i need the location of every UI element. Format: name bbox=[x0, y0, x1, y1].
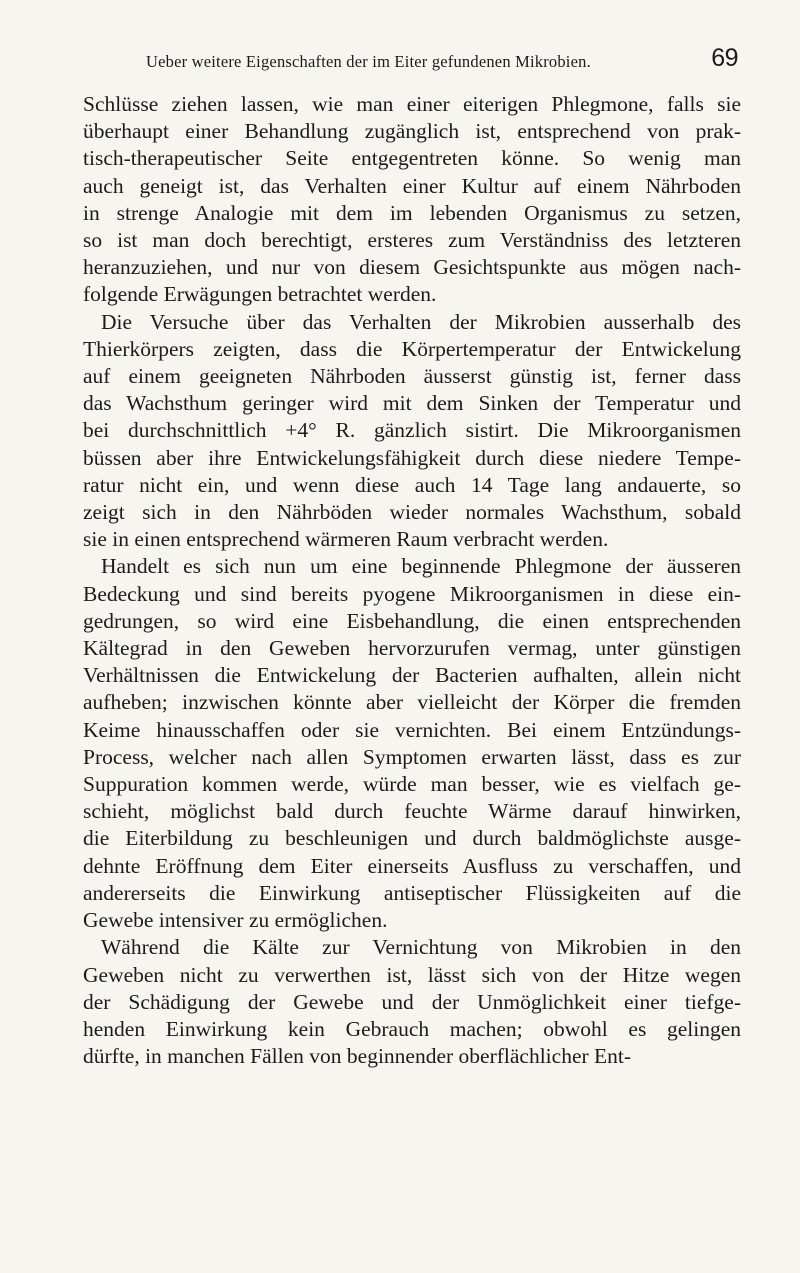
text-line: die Eiterbildung zu beschleunigen und durch baldmöglichste ausge- bbox=[83, 826, 741, 851]
text-line: büssen aber ihre Entwickelungsfähigkeit durch diese niedere Tempe- bbox=[83, 445, 741, 470]
text-line: folgende Erwägungen betrachtet werden. bbox=[83, 282, 437, 307]
text-line: Kältegrad in den Geweben hervorzurufen vermag, unter günstigen bbox=[83, 636, 741, 661]
text-line: Die Versuche über das Verhalten der Mikrobien ausserhalb des bbox=[101, 309, 741, 334]
text-line: andererseits die Einwirkung antiseptischer Flüssigkeiten auf die bbox=[83, 880, 741, 905]
text-line: sie in einen entsprechend wärmeren Raum verbracht werden. bbox=[83, 527, 609, 552]
text-line: Bedeckung und sind bereits pyogene Mikroorganismen in diese ein- bbox=[83, 581, 741, 606]
text-line: Während die Kälte zur Vernichtung von Mikrobien in den bbox=[101, 935, 741, 960]
paragraph-4 bbox=[83, 934, 741, 1070]
text-line: bei durchschnittlich +4° R. gänzlich sistirt. Die Mikroorganismen bbox=[83, 418, 741, 443]
text-line: heranzuziehen, und nur von diesem Gesichtspunkte aus mögen nach- bbox=[83, 255, 741, 280]
text-line: Suppuration kommen werde, würde man besser, wie es vielfach ge- bbox=[83, 772, 741, 797]
body-text bbox=[83, 91, 741, 1070]
paragraph-3 bbox=[83, 553, 741, 934]
page-number: 69 bbox=[711, 44, 738, 72]
text-line: dehnte Eröffnung dem Eiter einerseits Ausfluss zu verschaffen, und bbox=[83, 853, 741, 878]
text-line: ratur nicht ein, und wenn diese auch 14 Tage lang andauerte, so bbox=[83, 472, 741, 497]
text-line: der Schädigung der Gewebe und der Unmöglichkeit einer tiefge- bbox=[83, 989, 741, 1014]
text-line: das Wachsthum geringer wird mit dem Sinken der Temperatur und bbox=[83, 391, 741, 416]
text-line: Process, welcher nach allen Symptomen erwarten lässt, dass es zur bbox=[83, 744, 741, 769]
text-line: so ist man doch berechtigt, ersteres zum Verständniss des letzteren bbox=[83, 228, 741, 253]
text-line: Handelt es sich nun um eine beginnende Phlegmone der äusseren bbox=[101, 554, 741, 579]
text-line: Verhältnissen die Entwickelung der Bacterien aufhalten, allein nicht bbox=[83, 663, 741, 688]
running-title: Ueber weitere Eigenschaften der im Eiter gefundenen Mikrobien. bbox=[146, 52, 591, 71]
text-line: tisch-therapeutischer Seite entgegentreten könne. So wenig man bbox=[83, 146, 741, 171]
text-line: in strenge Analogie mit dem im lebenden Organismus zu setzen, bbox=[83, 200, 741, 225]
text-line: dürfte, in manchen Fällen von beginnender oberflächlicher Ent- bbox=[83, 1044, 632, 1069]
text-line: zeigt sich in den Nährböden wieder normales Wachsthum, sobald bbox=[83, 500, 741, 525]
text-line: Thierkörpers zeigten, dass die Körpertemperatur der Entwickelung bbox=[83, 336, 741, 361]
paragraph-1 bbox=[83, 91, 741, 309]
text-line: Keime hinausschaffen oder sie vernichten. Bei einem Entzündungs- bbox=[83, 717, 741, 742]
page-header bbox=[146, 44, 746, 84]
text-line: schieht, möglichst bald durch feuchte Wärme darauf hinwirken, bbox=[83, 799, 741, 824]
text-line: Schlüsse ziehen lassen, wie man einer eiterigen Phlegmone, falls sie bbox=[83, 92, 741, 116]
text-line: Geweben nicht zu verwerthen ist, lässt sich von der Hitze wegen bbox=[83, 962, 741, 987]
paragraph-2 bbox=[83, 309, 741, 554]
text-line: Gewebe intensiver zu ermöglichen. bbox=[83, 908, 388, 933]
text-line: auf einem geeigneten Nährboden äusserst günstig ist, ferner dass bbox=[83, 364, 741, 389]
text-line: auch geneigt ist, das Verhalten einer Kultur auf einem Nährboden bbox=[83, 173, 741, 198]
text-line: überhaupt einer Behandlung zugänglich ist, entsprechend von prak- bbox=[83, 119, 741, 144]
text-line: gedrungen, so wird eine Eisbehandlung, die einen entsprechenden bbox=[83, 608, 741, 633]
text-line: aufheben; inzwischen könnte aber vielleicht der Körper die fremden bbox=[83, 690, 741, 715]
text-line: henden Einwirkung kein Gebrauch machen; obwohl es gelingen bbox=[83, 1016, 741, 1041]
